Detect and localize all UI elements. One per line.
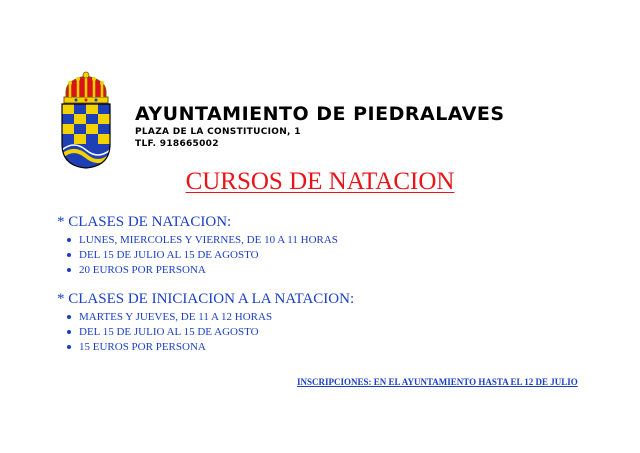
checkered-shield-icon	[56, 104, 116, 170]
details-list	[57, 310, 354, 355]
municipal-coat-of-arms-logo	[56, 70, 116, 170]
organization-phone: TLF. 918665002	[135, 139, 219, 149]
list-item-text: MARTES Y JUEVES, DE 11 A 12 HORAS	[79, 311, 273, 323]
list-item	[65, 325, 354, 340]
list-item	[65, 248, 338, 263]
list-item	[65, 233, 338, 248]
bullet-icon	[67, 253, 71, 257]
list-item	[65, 263, 338, 278]
details-list	[57, 233, 338, 278]
bullet-icon	[67, 345, 71, 349]
section-swimming-classes	[57, 213, 338, 278]
organization-address: PLAZA DE LA CONSTITUCION, 1	[135, 127, 301, 137]
letterhead	[135, 102, 505, 150]
bullet-icon	[67, 238, 71, 242]
section-heading: * CLASES DE INICIACION A LA NATACION:	[57, 291, 355, 307]
list-item-text: DEL 15 DE JULIO AL 15 DE AGOSTO	[79, 249, 259, 261]
organization-name: AYUNTAMIENTO DE PIEDRALAVES	[135, 103, 505, 125]
section-heading: * CLASES DE NATACION:	[57, 214, 232, 230]
list-item-text: 20 EUROS POR PERSONA	[79, 264, 206, 276]
list-item-text: 15 EUROS POR PERSONA	[79, 341, 206, 353]
registration-note: INSCRIPCIONES: EN EL AYUNTAMIENTO HASTA EL 12 DE JULIO	[297, 377, 578, 387]
list-item	[65, 310, 354, 325]
bullet-icon	[67, 330, 71, 334]
crown-icon	[64, 72, 108, 103]
list-item	[65, 340, 354, 355]
list-item-text: LUNES, MIERCOLES Y VIERNES, DE 10 A 11 HORAS	[79, 234, 338, 246]
bullet-icon	[67, 268, 71, 272]
list-item-text: DEL 15 DE JULIO AL 15 DE AGOSTO	[79, 326, 259, 338]
section-beginner-swimming-classes	[57, 290, 354, 355]
bullet-icon	[67, 315, 71, 319]
page-title: CURSOS DE NATACION	[185, 168, 455, 195]
